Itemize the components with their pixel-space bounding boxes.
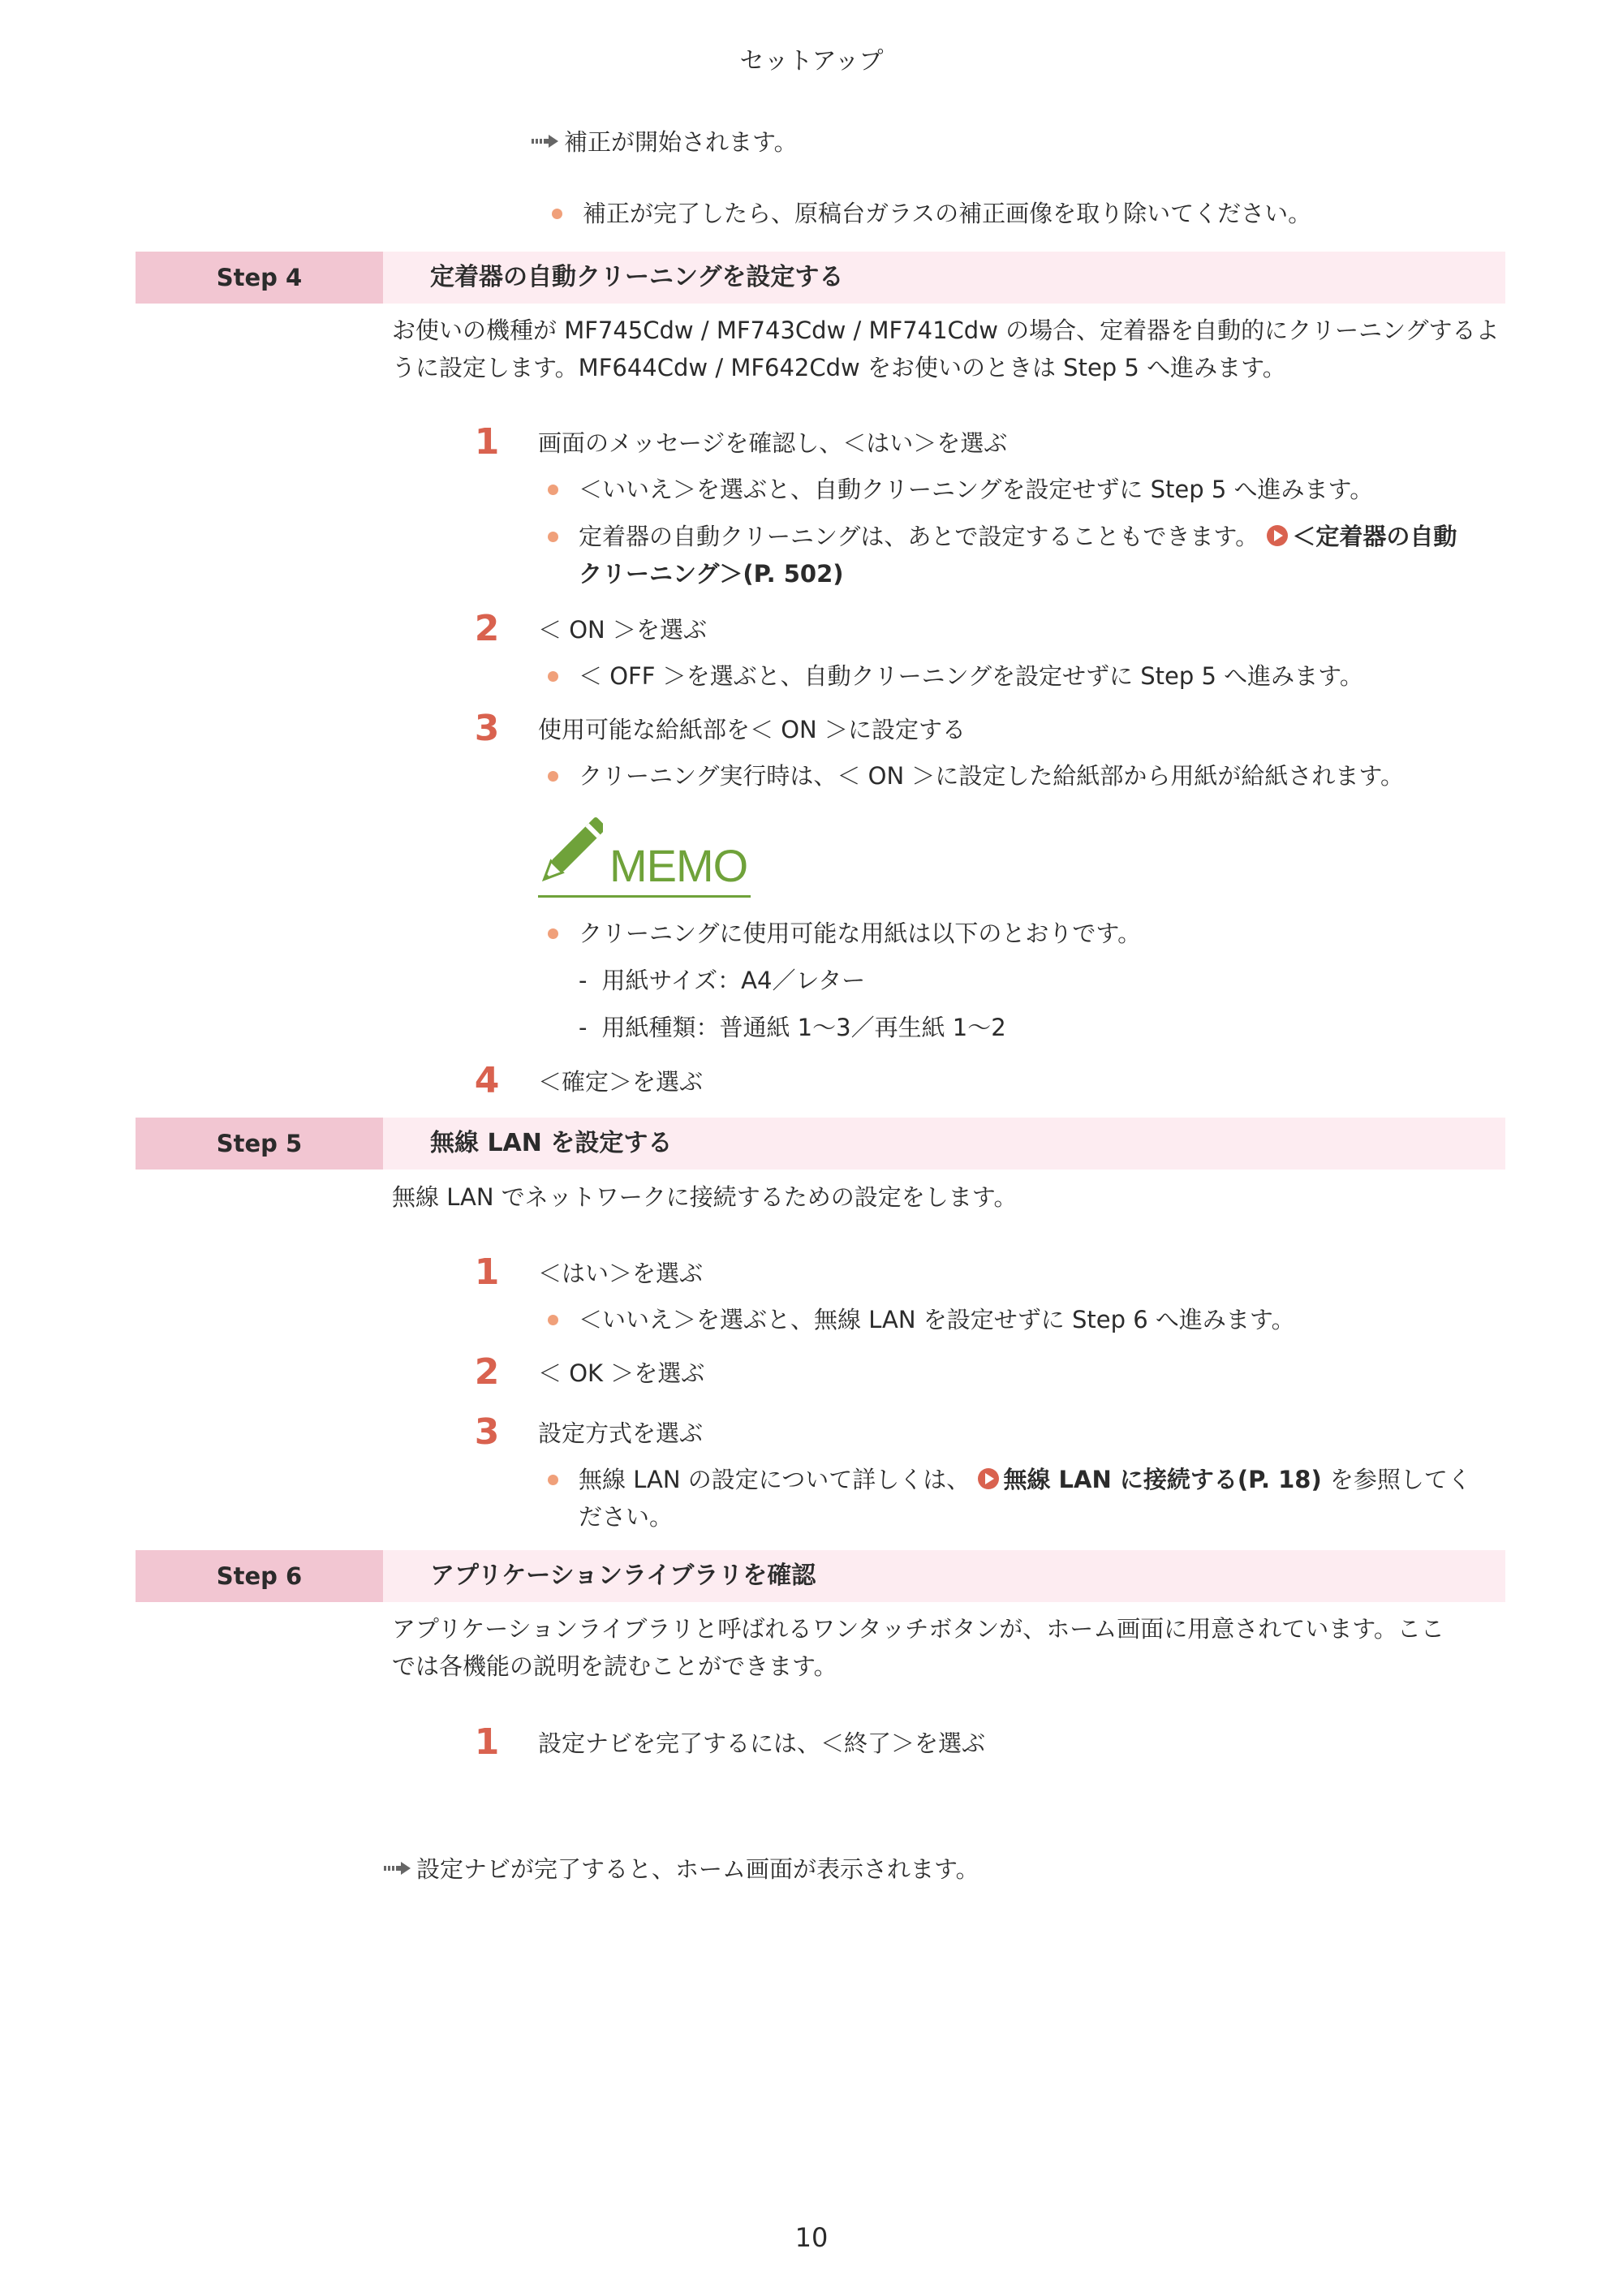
step5-item3-bullet1: 無線 LAN の設定について詳しくは、 無線 LAN に接続する(P. 18) を参照してく ださい。 [548, 1461, 1522, 1536]
memo-heading [538, 808, 757, 901]
step5-item3-text: 設定方式を選ぶ [538, 1419, 704, 1447]
step4-item2-bullet1: ＜ OFF ＞を選ぶと、自動クリーニングを設定せずに Step 5 へ進みます。 [548, 657, 1522, 695]
bullet-icon [548, 1315, 558, 1325]
bullet-icon [548, 1475, 558, 1485]
step5-number-3: 3 [474, 1411, 500, 1453]
note-text: 補正が完了したら、原稿台ガラスの補正画像を取り除いてください。 [583, 200, 1312, 227]
step4-number-2: 2 [474, 608, 500, 649]
step5-intro: 無線 LAN でネットワークに接続するための設定をします。 [392, 1183, 1018, 1211]
step4-number-3: 3 [474, 708, 500, 749]
step6-intro-line1: アプリケーションライブラリと呼ばれるワンタッチボタンが、ホーム画面に用意されています。ここ [392, 1615, 1444, 1643]
final-result-text: 設定ナビが完了すると、ホーム画面が表示されます。 [416, 1855, 979, 1883]
step4-label: Step 4 [136, 252, 383, 304]
link-arrow-icon [977, 1467, 1000, 1490]
link-arrow-icon [1266, 524, 1289, 547]
page-number: 10 [794, 2222, 829, 2253]
step5-number-2: 2 [474, 1351, 500, 1393]
step4-item1-bullet1: ＜いいえ＞を選ぶと、自動クリーニングを設定せずに Step 5 へ進みます。 [548, 471, 1522, 508]
result-arrow-icon [532, 134, 559, 149]
step5-item1-bullet1: ＜いいえ＞を選ぶと、無線 LAN を設定せずに Step 6 へ進みます。 [548, 1301, 1522, 1338]
step5-label: Step 5 [136, 1118, 383, 1170]
step6-item1-text: 設定ナビを完了するには、＜終了＞を選ぶ [538, 1730, 986, 1757]
memo-label: MEMO [609, 840, 748, 891]
bullet-icon [548, 485, 558, 495]
step4-item3-bullet1: クリーニング実行時は、＜ ON ＞に設定した給紙部から用紙が給紙されます。 [548, 757, 1522, 795]
result-line [532, 123, 798, 161]
bullet-icon [552, 209, 562, 219]
bullet-icon [548, 771, 558, 782]
pencil-icon [538, 808, 603, 898]
bullet-icon [548, 928, 558, 939]
step4-item3-text: 使用可能な給紙部を＜ ON ＞に設定する [538, 716, 966, 743]
step4-item4-text: ＜確定＞を選ぶ [538, 1068, 704, 1096]
step6-number-1: 1 [474, 1721, 500, 1763]
step4-intro-line1: お使いの機種が MF745Cdw / MF743Cdw / MF741Cdw の場合、定着器を自動的にクリーニングするよ [392, 317, 1500, 344]
step5-title: 無線 LAN を設定する [430, 1129, 673, 1157]
fuser-cleaning-link[interactable]: ＜定着器の自動 [1266, 523, 1457, 550]
step6-title: アプリケーションライブラリを確認 [430, 1562, 816, 1590]
step4-item2-text: ＜ ON ＞を選ぶ [538, 616, 707, 644]
step4-item1-text: 画面のメッセージを確認し、＜はい＞を選ぶ [538, 429, 1008, 457]
step4-title: 定着器の自動クリーニングを設定する [430, 263, 844, 291]
step6-intro-line2: では各機能の説明を読むことができます。 [392, 1652, 837, 1680]
running-header: セットアップ [739, 47, 884, 75]
wireless-lan-link[interactable]: 無線 LAN に接続する(P. 18) [977, 1466, 1329, 1493]
memo-underline [538, 895, 751, 898]
step4-item1-bullet2: 定着器の自動クリーニングは、あとで設定することもできます。 ＜定着器の自動 クリーニング＞(P. 502) [548, 518, 1522, 592]
result-arrow-icon [384, 1861, 411, 1876]
fuser-cleaning-link-cont[interactable]: クリーニング＞(P. 502) [579, 560, 844, 588]
memo-bullet1: クリーニングに使用可能な用紙は以下のとおりです。 [548, 915, 1522, 952]
step4-number-1: 1 [474, 421, 500, 463]
final-result-line [384, 1850, 979, 1888]
bullet-icon [548, 671, 558, 682]
result-text: 補正が開始されます。 [564, 128, 798, 156]
step4-intro-line2: うに設定します。MF644Cdw / MF642Cdw をお使いのときは Step 5 へ進みます。 [392, 354, 1286, 381]
memo-detail-2: - 用紙種類：普通紙 1～3／再生紙 1～2 [579, 1014, 1006, 1041]
step4-number-4: 4 [474, 1060, 500, 1101]
step5-item1-text: ＜はい＞を選ぶ [538, 1260, 704, 1287]
memo-detail-1: - 用紙サイズ：A4／レター [579, 967, 866, 994]
step5-number-1: 1 [474, 1251, 500, 1293]
bullet-icon [548, 532, 558, 542]
step5-item2-text: ＜ OK ＞を選ぶ [538, 1359, 705, 1387]
note-item [552, 195, 1526, 232]
step6-label: Step 6 [136, 1550, 383, 1602]
